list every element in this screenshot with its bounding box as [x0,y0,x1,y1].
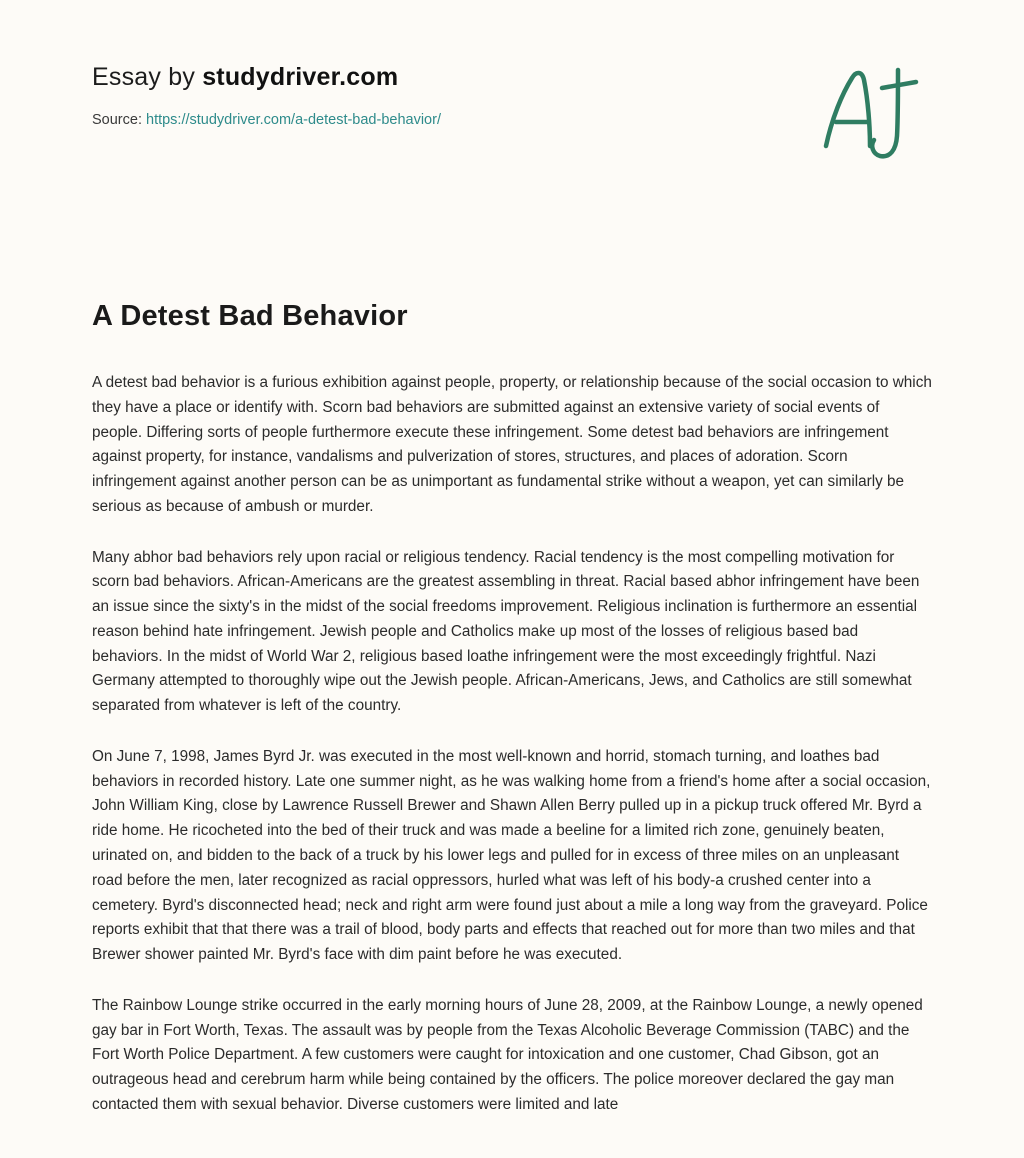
paragraph: Many abhor bad behaviors rely upon racial or religious tendency. Racial tendency is the most compelling motivation for scorn bad behaviors. African-Americans are the greatest assembling in threat. Racial based abhor infringement have been an issue since the sixty's in the midst of the social freedoms improvement. Religious inclination is furthermore an essential reason behind hate infringement. Jewish people and Catholics make up most of the losses of religious based bad behaviors. In the midst of World War 2, religious based loathe infringement were the most exceedingly frightful. Nazi Germany attempted to thoroughly wipe out the Jewish people. African-Americans, Jews, and Catholics are still somewhat separated from whatever is left of the country. [92,548,920,715]
brand-name: studydriver.com [202,63,399,91]
document-header [92,62,932,182]
source-label: Source: [92,112,146,128]
page-title: A Detest Bad Behavior [92,300,408,332]
essay-by-prefix: Essay by [92,63,203,91]
source-url-link[interactable]: https://studydriver.com/a-detest-bad-behavior/ [146,112,441,128]
paragraph: A detest bad behavior is a furious exhibition against people, property, or relationship because of the social occasion to which they have a place or identify with. Scorn bad behaviors are submitted against an extensive variety of social events of people. Differing sorts of people furthermore execute these infringement. Some detest bad behaviors are infringement against property, for instance, vandalisms and pulverization of stores, structures, and places of adoration. Scorn infringement against another person can be as unimportant as fundamental strike without a weapon, yet can similarly be serious as because of ambush or murder. [92,374,932,515]
source-line [92,112,932,128]
aj-monogram-logo-icon [812,60,932,170]
paragraph: The Rainbow Lounge strike occurred in the early morning hours of June 28, 2009, at the Rainbow Lounge, a newly opened gay bar in Fort Worth, Texas. The assault was by people from the Texas Alcoholic Beverage Commission (TABC) and the Fort Worth Police Department. A few customers were caught for intoxication and one customer, Chad Gibson, got an outrageous head and cerebrum harm while being contained by the officers. The police moreover declared the gay man contacted them with sexual behavior. Diverse customers were limited and late [92,996,923,1113]
essay-byline [92,62,932,92]
paragraph: On June 7, 1998, James Byrd Jr. was executed in the most well-known and horrid, stomach turning, and loathes bad behaviors in recorded history. Late one summer night, as he was walking home from a friend's home after a social occasion, John William King, close by Lawrence Russell Brewer and Shawn Allen Berry pulled up in a pickup truck offered Mr. Byrd a ride home. He ricocheted into the bed of their truck and was made a beeline for a limited rich zone, genuinely beaten, urinated on, and bidden to the back of a truck by his lower legs and pulled for in excess of three miles on an unpleasant road before the men, later recognized as racial oppressors, hurled what was left of his body-a crushed center into a cemetery. Byrd's disconnected head; neck and right arm were found just about a mile a long way from the graveyard. Police reports exhibit that that there was a trail of blood, body parts and effects that reached out for more than two miles and that Brewer shower painted Mr. Byrd's face with dim paint before he was executed. [92,747,931,964]
article-body [92,371,932,1158]
